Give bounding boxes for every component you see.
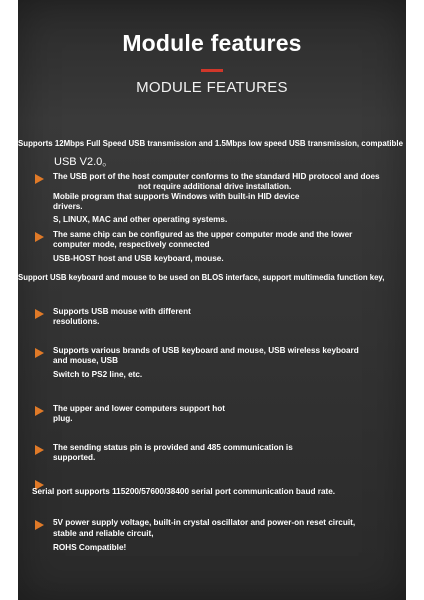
feature-status-line1: The sending status pin is provided and 485 communication is — [53, 443, 293, 452]
arrow-bullet-icon — [35, 348, 44, 358]
feature-power-line3: ROHS Compatible! — [53, 543, 127, 552]
feature-brands-line3: Switch to PS2 line, etc. — [53, 370, 143, 379]
feature-blos-support: Support USB keyboard and mouse to be used on BLOS interface, support multimedia function key, — [18, 273, 385, 282]
arrow-bullet-icon — [35, 232, 44, 242]
page-title: Module features — [122, 30, 302, 56]
arrow-bullet-icon — [35, 445, 44, 455]
title-accent-bar — [201, 69, 223, 72]
feature-hid-line1: The USB port of the host computer conforms to the standard HID protocol and does — [53, 172, 380, 181]
feature-power-line1: 5V power supply voltage, built-in crystal oscillator and power-on reset circuit, — [53, 518, 356, 527]
feature-mouse-line1: Supports USB mouse with different — [53, 307, 191, 316]
feature-hotplug-line1: The upper and lower computers support hot — [53, 404, 225, 413]
feature-hid-line3: Mobile program that supports Windows with built-in HID device — [53, 192, 300, 201]
feature-mode-line1: The same chip can be configured as the upper computer mode and the lower — [53, 230, 353, 239]
feature-mode-line3: USB-HOST host and USB keyboard, mouse. — [53, 254, 224, 263]
feature-mode-line2: computer mode, respectively connected — [53, 240, 210, 249]
arrow-bullet-icon — [35, 520, 44, 530]
page-subtitle: MODULE FEATURES — [136, 79, 288, 96]
arrow-bullet-icon — [35, 406, 44, 416]
arrow-bullet-icon — [35, 309, 44, 319]
feature-brands-line2: and mouse, USB — [53, 356, 119, 365]
feature-usb-version: USB V2.0。 — [54, 156, 114, 168]
feature-brands-line1: Supports various brands of USB keyboard and mouse, USB wireless keyboard — [53, 346, 359, 355]
feature-hid-line4: drivers. — [53, 202, 83, 211]
feature-mouse-line2: resolutions. — [53, 317, 100, 326]
feature-hid-line2: not require additional drive installation. — [138, 182, 292, 191]
feature-status-line2: supported. — [53, 453, 96, 462]
feature-power-line2: stable and reliable circuit, — [53, 529, 154, 538]
feature-usb-speed: Supports 12Mbps Full Speed USB transmission and 1.5Mbps low speed USB transmission, compatible — [18, 139, 403, 148]
arrow-bullet-icon — [35, 174, 44, 184]
feature-serial-baud: Serial port supports 115200/57600/38400 serial port communication baud rate. — [32, 487, 336, 496]
feature-hotplug-line2: plug. — [53, 414, 73, 423]
feature-hid-line5: S, LINUX, MAC and other operating systems. — [53, 215, 228, 224]
